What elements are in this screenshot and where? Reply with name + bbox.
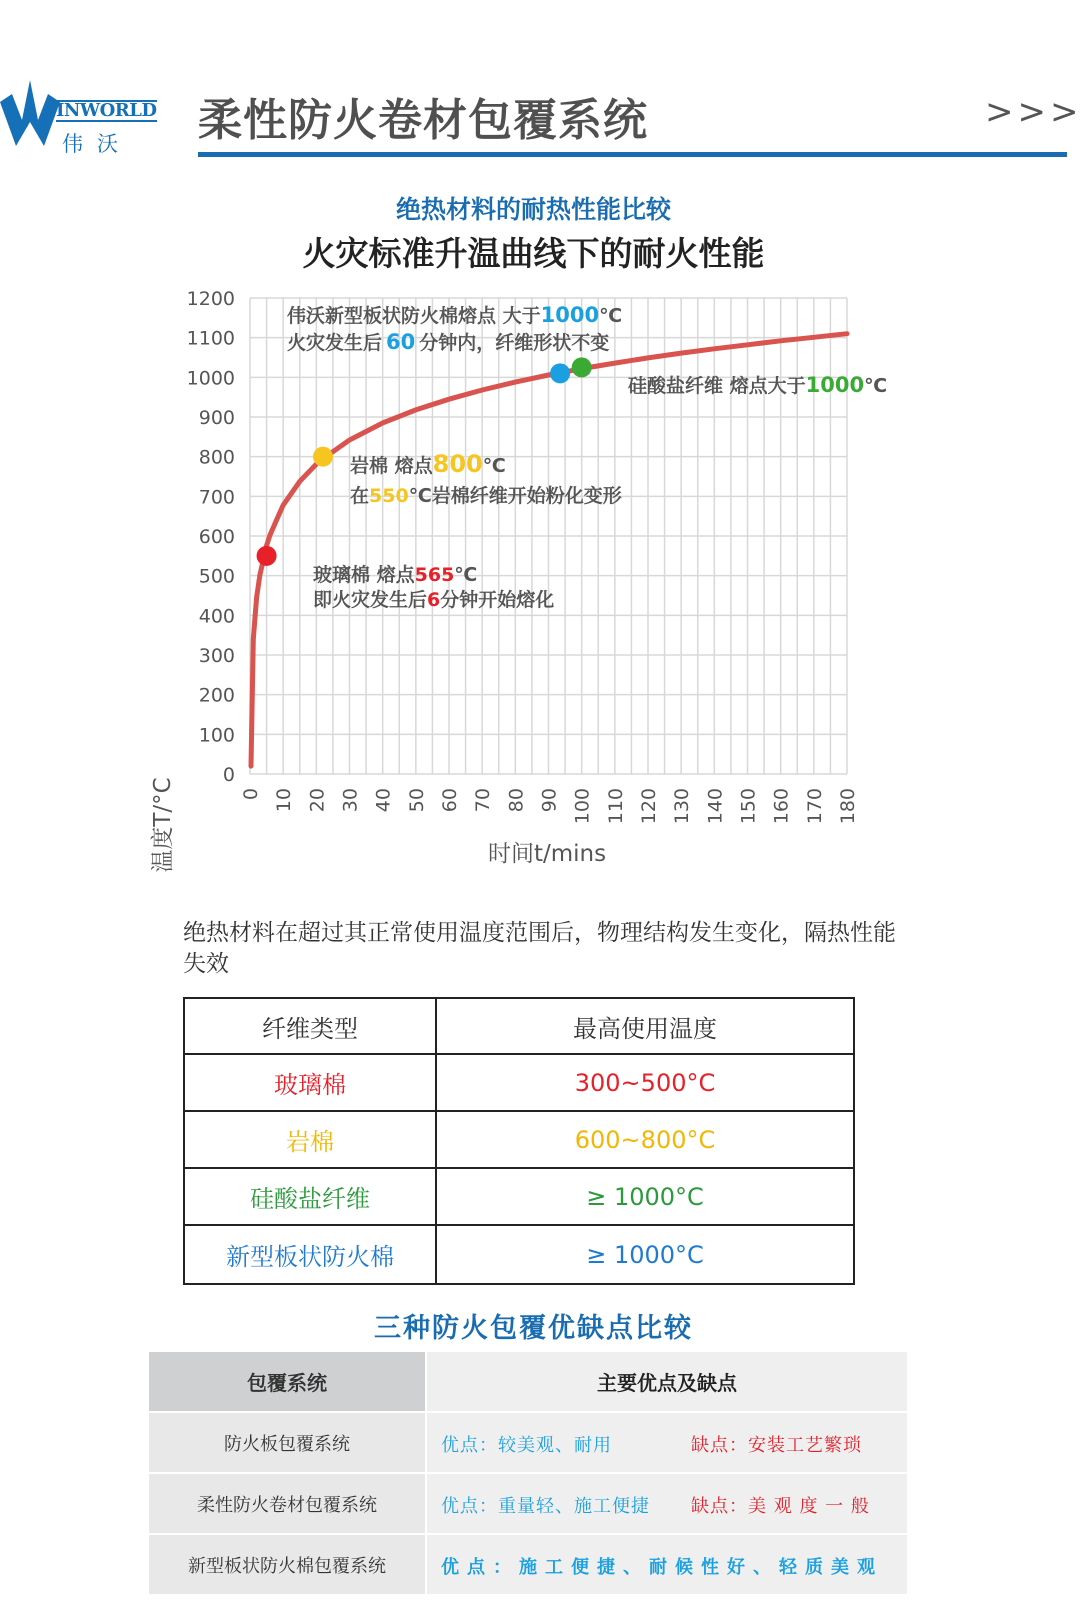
table-row	[149, 1535, 907, 1596]
logo-mark-icon	[0, 72, 60, 152]
annotation-board-line1: 伟沃新型板状防火棉熔点 大于1000℃	[287, 303, 623, 327]
y-tick-label: 800	[198, 446, 235, 469]
pro-text: 优点：施工便捷、耐候性好、轻质美观	[441, 1557, 883, 1578]
y-tick-label: 200	[198, 684, 235, 707]
annotation-glass-line1: 玻璃棉 熔点565℃	[313, 564, 478, 586]
annotation-rock-line1: 岩棉 熔点800℃	[350, 450, 506, 478]
x-tick-label: 120	[638, 788, 660, 825]
x-tick-label: 90	[538, 788, 561, 813]
header-system: 包覆系统	[149, 1352, 427, 1413]
system-name-cell: 新型板状防火棉包覆系统	[149, 1535, 427, 1596]
annotation-board-line2: 火灾发生后 60 分钟内，纤维形状不变	[287, 330, 610, 354]
x-tick-label: 60	[439, 788, 461, 813]
pros-cons-cell	[427, 1535, 907, 1596]
x-tick-label: 140	[704, 788, 727, 825]
x-axis-ticks	[240, 788, 859, 824]
point-board	[550, 363, 570, 383]
x-tick-label: 130	[671, 788, 694, 825]
table-row	[149, 1474, 907, 1535]
table-row	[184, 1168, 854, 1225]
fiber-type-cell: 硅酸盐纤维	[184, 1168, 436, 1225]
x-tick-label: 100	[571, 788, 594, 825]
fiber-type-cell: 岩棉	[184, 1111, 436, 1168]
x-tick-label: 70	[472, 788, 495, 813]
table-row	[149, 1413, 907, 1474]
comparison-section-title: 三种防火包覆优缺点比较	[374, 1313, 693, 1344]
x-axis-label: 时间t/mins	[487, 841, 607, 867]
page-title: 柔性防火卷材包覆系统	[198, 95, 648, 146]
max-temp-cell: 600~800°C	[436, 1111, 854, 1168]
y-tick-label: 900	[198, 407, 235, 429]
table-header-row	[184, 998, 854, 1054]
point-rock	[313, 447, 333, 467]
con-text: 缺点：美 观 度 一 般	[691, 1496, 870, 1517]
y-tick-label: 300	[198, 645, 235, 667]
y-tick-label: 1200	[186, 288, 235, 310]
header-pros-cons: 主要优点及缺点	[427, 1352, 907, 1413]
x-tick-label: 180	[837, 788, 859, 825]
brand-logo	[0, 72, 160, 162]
logo-chinese-text: 伟沃	[62, 132, 132, 156]
header-fiber-type: 纤维类型	[184, 998, 436, 1054]
con-text: 缺点：安装工艺繁琐	[691, 1435, 862, 1456]
y-tick-label: 500	[198, 565, 235, 588]
table-row	[184, 1225, 854, 1284]
x-tick-label: 110	[604, 788, 627, 825]
title-divider	[198, 152, 1067, 157]
x-tick-label: 30	[339, 788, 362, 813]
y-tick-label: 1100	[186, 327, 235, 350]
max-temp-cell: ≥ 1000°C	[436, 1168, 854, 1225]
max-temp-cell: 300~500°C	[436, 1054, 854, 1111]
fiber-type-cell: 新型板状防火棉	[184, 1225, 436, 1284]
pros-cons-cell	[427, 1413, 907, 1474]
x-tick-label: 160	[770, 788, 793, 825]
pro-text: 优点：较美观、耐用	[441, 1435, 612, 1456]
description-text: 绝热材料在超过其正常使用温度范围后，物理结构发生变化，隔热性能失效	[183, 920, 896, 977]
annotation-glass-line2: 即火灾发生后6分钟开始熔化	[313, 589, 555, 611]
x-tick-label: 0	[240, 788, 262, 801]
max-temp-cell: ≥ 1000°C	[436, 1225, 854, 1284]
table-row	[184, 1054, 854, 1111]
x-tick-label: 50	[405, 788, 428, 813]
x-tick-label: 20	[306, 788, 329, 813]
chevron-right-icon: >>>	[985, 92, 1082, 132]
x-tick-label: 10	[273, 788, 296, 813]
fiber-temperature-table	[183, 997, 855, 1285]
system-comparison-table	[149, 1352, 907, 1596]
annotation-rock-line2: 在550℃岩棉纤维开始粉化变形	[350, 485, 622, 507]
system-name-cell: 防火板包覆系统	[149, 1413, 427, 1474]
chart-subtitle: 绝热材料的耐热性能比较	[395, 195, 671, 224]
y-tick-label: 600	[198, 526, 235, 548]
logo-english-text: INWORLD	[56, 100, 157, 121]
fiber-type-cell: 玻璃棉	[184, 1054, 436, 1111]
y-tick-label: 100	[198, 724, 235, 747]
x-tick-label: 80	[505, 788, 528, 813]
x-tick-label: 40	[372, 788, 395, 813]
y-tick-label: 400	[198, 605, 235, 628]
table-row	[184, 1111, 854, 1168]
chart-title: 火灾标准升温曲线下的耐火性能	[302, 234, 765, 273]
table-header-row	[149, 1352, 907, 1413]
y-axis-ticks	[187, 288, 235, 786]
y-tick-label: 700	[198, 486, 235, 509]
pros-cons-cell	[427, 1474, 907, 1535]
point-glass	[257, 546, 277, 566]
x-tick-label: 170	[803, 788, 826, 825]
y-axis-label: 温度T/°C	[150, 777, 176, 873]
annotation-silicate: 硅酸盐纤维 熔点大于1000℃	[628, 373, 888, 397]
point-silicate	[572, 357, 592, 377]
chart-grid	[250, 298, 847, 774]
y-tick-label: 1000	[186, 367, 235, 390]
system-name-cell: 柔性防火卷材包覆系统	[149, 1474, 427, 1535]
pro-text: 优点：重量轻、施工便捷	[441, 1496, 650, 1517]
header-max-temp: 最高使用温度	[436, 998, 854, 1054]
y-tick-label: 0	[222, 764, 235, 786]
fire-curve-chart	[0, 290, 1067, 880]
x-tick-label: 150	[737, 788, 760, 825]
